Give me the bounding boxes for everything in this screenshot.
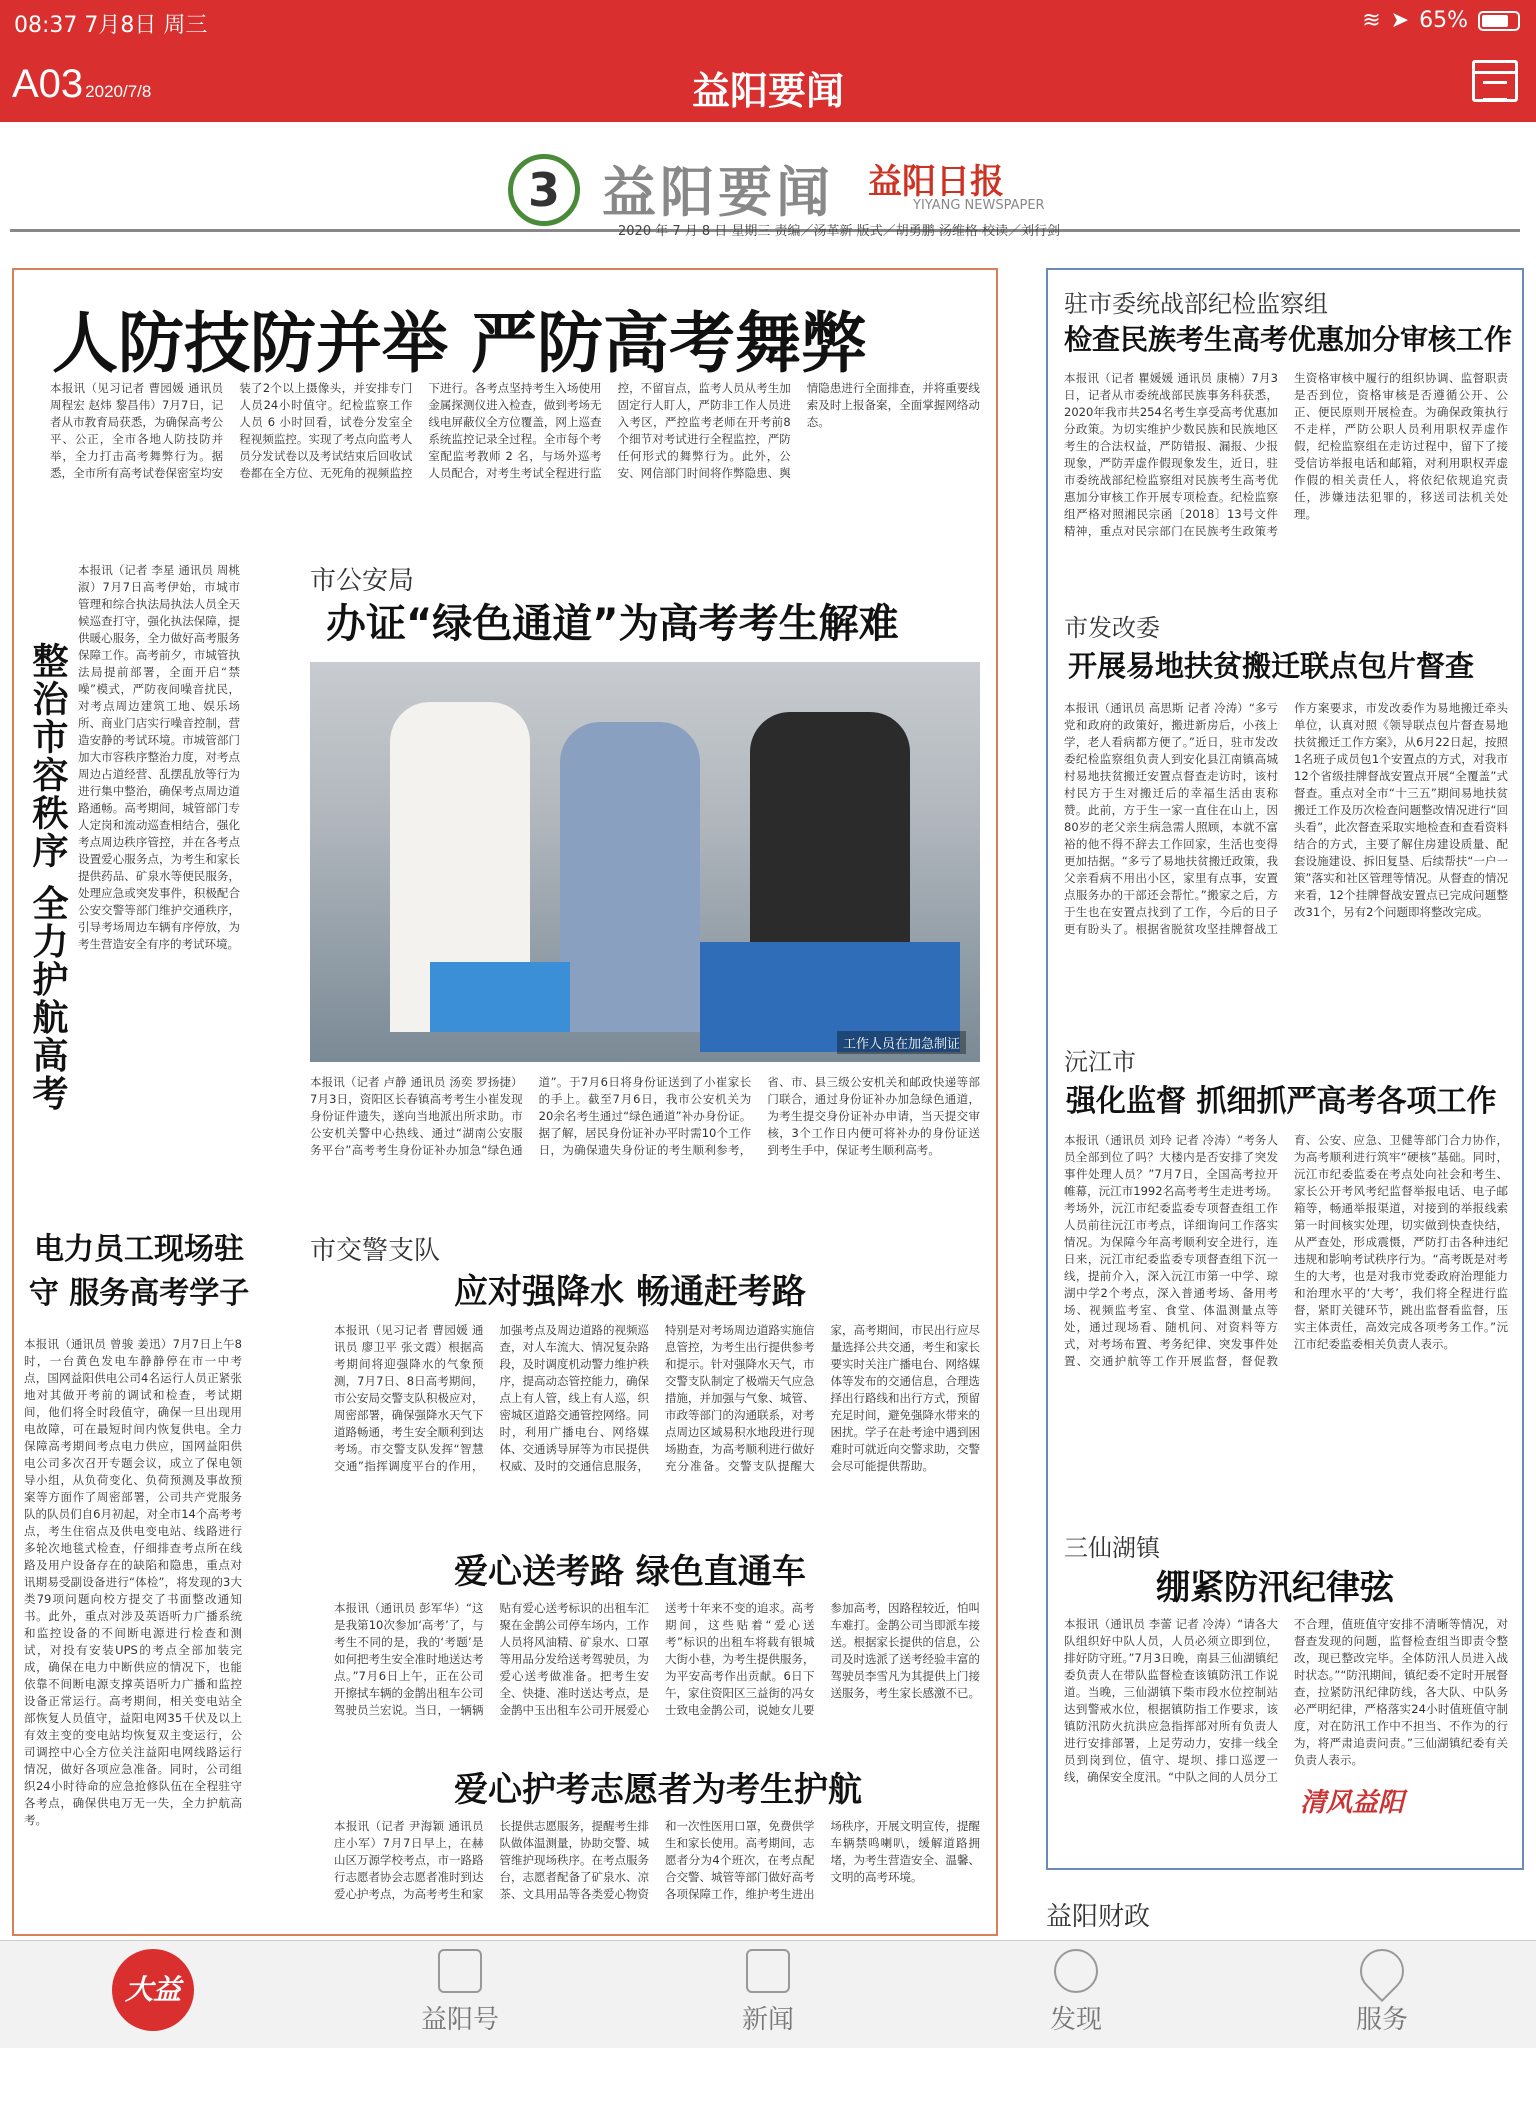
traffic-section-label: 市交警支队: [310, 1236, 441, 1266]
tab-label: 服务: [1355, 2005, 1408, 2035]
police-section-label: 市公安局: [310, 566, 415, 596]
traffic-body: 本报讯（见习记者 曹园媛 通讯员 廖卫平 张文霞）根据高考期间将迎强降水的气象预测，7月7日、8日高考期间，市公安局交警支队积极应对，周密部署，确保强降水天气下道路畅通，考生安全顺利到达考场。市交警支队发挥“智慧交通”指挥调度平台的作用，加强考点及周边道路的视频巡查，对人车流大、情况复杂路段，及时调度机动警力维护秩序，提高动态管控能力，确保点上有人管，线上有人巡，织密城区道路交通管控网络。同时，利用广播电台、网络媒体、交通诱导屏等为市民提供权威、及时的交通信息服务，特别是对考场周边道路实施信息管控，为考生出行提供参考和提示。针对强降水天气，市交警支队制定了极端天气应急措施，并加强与气象、城管、市政等部门的沟通联系，对考点周边区域易积水地段进行现场勘查，为高考顺利进行做好充分准备。交警支队提醒大家，高考期间，市民出行应尽量选择公共交通，考生和家长要实时关注广播电台、网络媒体等发布的交通信息，合理选择出行路线和出行方式，预留充足时间，避免强降水带来的困扰。学子在赴考途中遇到困难时可就近向交警求助，交警会尽可能提供帮助。: [334, 1323, 980, 1473]
left-vertical-headline[interactable]: 整治市容秩序 全力护航高考: [27, 642, 68, 1113]
status-right: [1362, 8, 1520, 33]
left-vertical-body: 本报讯（记者 李星 通讯员 周桃淑）7月7日高考伊始，市城市管理和综合执法局执法人员全天候巡查打守，强化执法保障，提供暖心服务，全力做好高考服务保障工作。高考前夕，市城管执法局提前部署，全面开启“禁噪”模式，严防夜间噪音扰民，对考点周边建筑工地、娱乐场所、商业门店实行噪音控制，营造安静的考试环境。市城管部门加大市容秩序整治力度，对考点周边占道经营、乱摆乱放等行为进行集中整治，确保考点周边道路通畅。高考期间，城管部门专人定岗和流动巡查相结合，强化考点周边秩序管控，并在各考点设置爱心服务点，为考生和家长提供药品、矿泉水等便民服务，处理应急或突发事件，积极配合公安交警等部门维护交通秩序，引导考场周边车辆有序停放，为考生营造安全有序的考试环境。: [78, 563, 240, 951]
right1-body: 本报讯（记者 瞿媛媛 通讯员 康楠）7月3日，记者从市委统战部民族事务科获悉，2020年我市共254名考生享受高考优惠加分政策。为切实维护少数民族和民族地区考生的合法权益，严防错报、漏报、少报现象，严防弄虚作假现象发生，近日，驻市委统战部纪检监察组对民族考生高考优惠加分审核工作开展专项检查。纪检监察组严格对照湘民宗函〔2018〕13号文件精神，重点对民宗部门在民族考生政策考生资格审核中履行的组织协调、监督职责是否到位，资格审核是否遵循公开、公正、便民原则开展检查。为确保政策执行不走样，严防公职人员利用职权弄虚作假，纪检监察组在走访过程中，留下了接受信访举报电话和邮箱，对利用职权弄虚作假的相关责任人，将依纪依规追究责任，涉嫌违法犯罪的，移送司法机关处理。: [1064, 371, 1508, 538]
lead-headline[interactable]: 人防技防并举 严防高考舞弊: [52, 305, 867, 382]
power-body: 本报讯（通讯员 曾骏 姜迅）7月7日上午8时，一台黄色发电车静静停在市一中考点，国网益阳供电公司4名运行人员正紧张地对其做开考前的调试和检查，考试期间，他们将全时段值守，确保一旦出现用电故障，可在最短时间内恢复供电。全力保障高考期间考点电力供应，国网益阳供电公司多次召开专题会议，成立了保电领导小组，从负荷变化、负荷预测及事故预案等方面作了周密部署，公司共产党服务队的队员们自6月初起，对全市14个高考考点，考生住宿点及供电变电站、线路进行多轮次地毯式检查，仔细排查考点所在线路及用户设备存在的缺陷和隐患，重点对讯期易受副设备进行“体检”，将发现的3大类79项问题向校方提交了书面整改通知书。此外，重点对涉及英语听力广播系统和监控设备的不间断电源进行检查和测试，对投有安装UPS的考点全部加装完成，确保在电力中断供应的情况下，也能依靠不间断电源支撑英语听力广播和监控设备正常运行。高考期间，相关变电站全部恢复人员值守，益阳电网35千伏及以上有效主变的变电站均恢复双主变运行，公司调控中心全方位关注益阳电网线路运行情况，做好各项应急准备。同时，公司组织24小时待命的应急抢修队伍在全程驻守各考点，确保供电万无一失，全力护航高考。: [24, 1337, 242, 1827]
building-icon: [438, 1949, 482, 1993]
power-headline[interactable]: 电力员工现场驻守 服务高考学子: [28, 1232, 250, 1311]
clean-yiyang-stamp: 清风益阳: [1300, 1788, 1405, 1818]
volunteer-body: 本报讯（记者 尹海颖 通讯员 庄小军）7月7日早上，在赫山区万源学校考点，市一路路行志愿者协会志愿者准时到达爱心护考点，为高考考生和家长提供志愿服务，提醒考生排队做体温测量，协助交警、城管维护现场秩序。在考点服务台，志愿者配备了矿泉水、凉茶、文具用品等各类爱心物资和一次性医用口罩，免费供学生和家长使用。高考期间，志愿者分为4个班次，在考点配合交警、城管等部门做好高考各项保障工作，维护考生进出场秩序，开展文明宣传，提醒车辆禁鸣喇叭，缓解道路拥堵，为考生营造安全、温馨、文明的高考环境。: [334, 1819, 980, 1901]
right4-body: 本报讯（通讯员 李蕾 记者 冷涛）“请各大队组织好中队人员，人员必须立即到位，排好防守班。”7月3日晚，南县三仙湖镇纪委负责人在带队监督检查该镇防汛工作说道。当晚，三仙湖镇下柴市段水位控制站达到警戒水位，根据镇防指工作要求，该镇防汛防火抗洪应急指挥部对所有负责人进行安排部署，上足劳动力，安排一线全员到岗到位，值守、堤坝、排口巡逻一线，确保安全度汛。“中队之间的人员分工不合理，值班值守安排不清晰等情况，对督查发现的问题，监督检查组当即责令整改，现已整改完毕。全体防汛人员进入战时状态。”“防汛期间，镇纪委不定时开展督查，拉紧防汛纪律防线，各大队、中队务必严明纪律，严格落实24小时值班值守制度，对在防汛工作中不担当、不作为的行为，将严肃追责问责。”三仙湖镇纪委有关负责人表示。: [1064, 1617, 1508, 1784]
newspaper-page[interactable]: [0, 122, 1536, 1940]
page-title: 益阳要闻: [691, 69, 844, 113]
love-taxi-headline[interactable]: 爱心送考路 绿色直通车: [454, 1552, 806, 1592]
bottom-tab-bar: [0, 1940, 1536, 2088]
tab-label: 益阳号: [420, 2005, 499, 2035]
tab-discover[interactable]: [1006, 1949, 1146, 2036]
right2-section-label: 市发改委: [1064, 614, 1160, 642]
masthead-subtitle: YIYANG NEWSPAPER: [913, 198, 1045, 213]
right2-headline[interactable]: 开展易地扶贫搬迁联点包片督查: [1068, 649, 1475, 683]
photo-caption: 工作人员在加急制证: [837, 1031, 966, 1054]
masthead-info: 2020 年 7 月 8 日 星期三 责编／汤革新 版式／胡勇鹏 汤维格 校读／刘行剑: [618, 224, 1060, 239]
right1-section-label: 驻市委统战部纪检监察组: [1064, 290, 1328, 318]
masthead: [10, 132, 1520, 239]
page-date: 2020/7/8: [85, 82, 152, 101]
love-taxi-body: 本报讯（通讯员 彭军华）“这是我第10次参加‘高考’了，与考生不同的是，我的‘考题’是如何把考生安全准时地送达考点。”7月6日上午，正在公司开擦拭车辆的金鹊出租车公司驾驶员兰宏说。当日，一辆辆贴有爱心送考标识的出租车汇聚在金鹊公司停车场内，工作人员将风油精、矿泉水、口罩等用品分发给送考驾驶员，为爱心送考做准备。把考生安全、快捷、准时送达考点，是金鹊中玉出租车公司开展爱心送考十年来不变的追求。高考期间，这些贴着“爱心送考”标识的出租车将载有银城大街小巷，为考生提供服务，为平安高考作出贡献。6日下午，家住资阳区三益街的冯女士致电金鹊公司，说她女儿要参加高考，因路程较近，怕叫车难打。金鹊公司当即派车接送。根据家长提供的信息，公司及时选派了送考经验丰富的驾驶员李雪凡为其提供上门接送服务，考生家长感激不已。: [334, 1601, 980, 1717]
cutoff-section-label: 益阳财政: [1046, 1902, 1151, 1932]
police-body: 本报讯（记者 卢静 通讯员 汤奕 罗扬捷）7月3日，资阳区长春镇高考考生小崔发现身份证件遗失，遂向当地派出所求助。市公安机关警中心热线、通过“湖南公安服务平台”高考考生身份证补办加急“绿色通道”。于7月6日将身份证送到了小崔家长的手上。截至7月6日，我市公安机关为20余名考生通过“绿色通道”补办身份证。据了解，居民身份证补办平时需10个工作日，为确保遗失身份证的考生顺利参考，省、市、县三级公安机关和邮政快递等部门联合，通过身份证补办加急绿色通道，为考生提交身份证补办申请，当天提交审核，3个工作日内便可将补办的身份证送到考生手中，保证考生顺利高考。: [310, 1075, 980, 1157]
police-headline[interactable]: 办证“绿色通道”为高考考生解难: [326, 601, 899, 647]
masthead-title: 益阳要闻: [602, 161, 834, 224]
right4-section-label: 三仙湖镇: [1064, 1534, 1160, 1562]
calendar-icon[interactable]: [1472, 60, 1518, 102]
location-icon: ➤: [1390, 8, 1410, 33]
tab-label: 发现: [1049, 2005, 1102, 2035]
tab-yiyang-hao[interactable]: [390, 1949, 530, 2036]
masthead-logo: 益阳日报: [868, 162, 1004, 202]
right3-section-label: 沅江市: [1064, 1048, 1136, 1076]
newspaper-icon: [746, 1949, 790, 1993]
location-pin-icon: [1351, 1940, 1413, 2002]
status-time: 08:37 7月8日 周三: [14, 13, 208, 38]
status-bar: [0, 0, 1536, 42]
volunteer-headline[interactable]: 爱心护考志愿者为考生护航: [454, 1770, 862, 1810]
right3-body: 本报讯（通讯员 刘玲 记者 冷涛）“考务人员全部到位了吗？大楼内是否安排了突发事件处理人员？”7月7日，全国高考拉开帷幕，沅江市1992名高考考生走进考场。考场外，沅江市纪委监委专项督查组工作人员前往沅江市考点，详细询问工作落实情况。为保障今年高考顺利安全进行，连日来，沅江市纪委监委专项督查组下沉一线，提前介入，深入沅江市第一中学、琼湖中学2个考点，深入普通考场、备用考场、视频监考室、食堂、体温测量点等处，通过现场看、随机问、对资料等方式，对考场布置、考务纪律、突发事件处置、交通护航等工作开展监督，督促教育、公安、应急、卫健等部门合力协作，为高考顺利进行筑牢“硬核”基础。同时，沅江市纪委监委在考点处向社会和考生、家长公开考风考纪监督举报电话、电子邮箱等，畅通举报渠道，对接到的举报线索第一时间核实处理，切实做到快查快结，从严查处，形成震慑，严防打击各种违纪违规和影响考试秩序行为。“高考既是对考生的大考，也是对我市党委政府治理能力和治理水平的‘大考’，我们将全程进行监督，紧盯关键环节，跳出监督看监督，压实主体责任，高效完成各项考务工作。”沅江市纪委监委相关负责人表示。: [1064, 1133, 1508, 1368]
app-header: [0, 42, 1536, 122]
police-photo: [310, 662, 980, 1062]
lightbulb-icon: [1054, 1949, 1098, 1993]
tab-news[interactable]: [698, 1949, 838, 2036]
right4-headline[interactable]: 绷紧防汛纪律弦: [1156, 1568, 1394, 1608]
home-logo-button[interactable]: 大益阳: [112, 1949, 194, 2031]
tab-service[interactable]: [1312, 1949, 1452, 2036]
tab-label: 新闻: [741, 2005, 794, 2035]
masthead-page-number: 3: [508, 154, 580, 226]
battery-percent: 65%: [1419, 8, 1468, 33]
lead-body: 本报讯（见习记者 曹园媛 通讯员 周程宏 赵炜 黎昌伟）7月7日，记者从市教育局获悉，为确保高考公平、公正，全市各地人防技防并举，全力打击高考舞弊行为。据悉，全市所有高考试卷保密室均安装了2个以上摄像头，并安排专门人员24小时值守。纪检监察工作人员 6 小时回看，试卷分发室全程视频监控。实现了考点向监考人员分发试卷以及考试结束后回收试卷都在全方位、无死角的视频监控下进行。各考点坚持考生入场使用金属探测仪进入检查，做到考场无线电屏蔽仪全方位覆盖，网上巡查系统监控记录全过程。全市每个考室配监考教师 2 名，与场外巡考人员配合，对考生考试全程进行监控，不留盲点，监考人员从考生加固定行人盯人，严防非工作人员进入考区，严控监考老师在开考前8个细节对考试进行全程监控，严防任何形式的舞弊行为。此外，公安、网信部门时间将作弊隐患、舆情隐患进行全面排查，并将重要线索及时上报备案，全面掌握网络动态。: [50, 381, 980, 480]
wifi-icon: ≋: [1362, 8, 1381, 33]
right2-body: 本报讯（通讯员 高思斯 记者 冷涛）“多亏党和政府的政策好，搬进新房后，小孩上学，老人看病都方便了。”近日，驻市发改委纪检监察组负责人到安化县江南镇高城村易地扶贫搬迁安置点督查走访时，该村村民方于生对搬迁后的幸福生活由衷称赞。此前，方于生一家一直住在山上，因80岁的老父亲生病急需人照顾，本就不富裕的他不得不辞去工作回家，生活也变得更加拮据。“多亏了易地扶贫搬迁政策，我父亲看病不用出小区，家里有点事，安置点服务办的干部还会帮忙。”搬家之后，方于生也在安置点找到了工作，今后的日子更有盼头了。根据省脱贫攻坚挂牌督战工作方案要求，市发改委作为易地搬迁牵头单位，认真对照《领导联点包片督查易地扶贫搬迁工作方案》，从6月22日起，按照1名班子成员包1个安置点的方式，对我市12个省级挂牌督战安置点开展“全覆盖”式督查。重点对全市“十三五”期间易地扶贫搬迁工作及历次检查问题整改情况进行“回头看”，此次督查采取实地检查和查看资料结合的方式，主要了解住房建设质量、配套设施建设、拆旧复垦、后续帮扶“一户一策”落实和社区管理等情况。从督查的情况来看，12个挂牌督战安置点已完成问题整改31个，另有2个问题即将整改完成。: [1064, 701, 1508, 936]
traffic-headline[interactable]: 应对强降水 畅通赶考路: [454, 1272, 806, 1312]
page-number: A03: [12, 62, 84, 106]
right3-headline[interactable]: 强化监督 抓细抓严高考各项工作: [1066, 1084, 1497, 1119]
battery-icon: [1478, 11, 1520, 31]
right1-headline[interactable]: 检查民族考生高考优惠加分审核工作: [1064, 323, 1513, 356]
